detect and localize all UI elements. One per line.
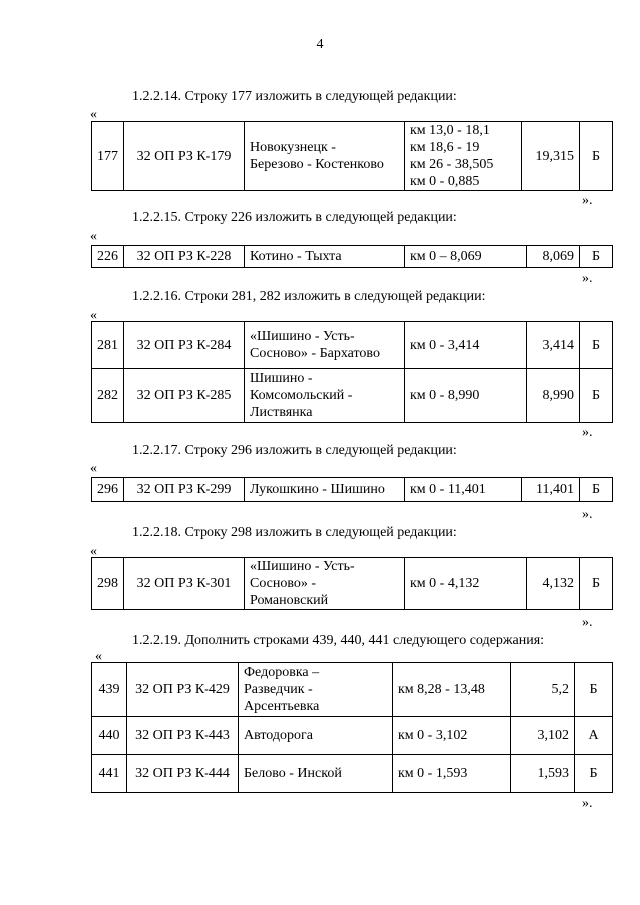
km-range: [393, 717, 511, 755]
table-row: [92, 478, 613, 502]
table-row: [92, 322, 613, 369]
close-quote: ».: [582, 271, 593, 286]
section-heading: 1.2.2.16. Строки 281, 282 изложить в следующей редакции:: [132, 289, 486, 304]
km-range: [405, 478, 522, 502]
page-number: 4: [316, 37, 324, 52]
road-name: [245, 246, 405, 268]
row-number: 441: [92, 755, 127, 793]
road-code: 32 ОП РЗ К-299: [124, 478, 245, 502]
road-table: [91, 477, 613, 502]
km-line: км 26 - 38,505: [410, 157, 494, 172]
road-category: Б: [580, 122, 613, 191]
section-heading: 1.2.2.17. Строку 296 изложить в следующей редакции:: [132, 443, 457, 458]
road-name: [245, 322, 405, 369]
close-quote: ».: [582, 425, 593, 440]
open-quote: «: [90, 107, 97, 122]
table-row: [92, 663, 613, 717]
km-line: км 0 - 1,593: [398, 766, 468, 781]
road-length: 19,315: [522, 122, 580, 191]
km-line: км 0 - 4,132: [410, 576, 480, 591]
road-category: Б: [580, 369, 613, 423]
road-name: [245, 369, 405, 423]
road-name-line: Разведчик -: [244, 682, 313, 697]
road-table: [91, 321, 613, 423]
road-name-line: Новокузнецк -: [250, 140, 336, 155]
km-line: км 0 - 8,990: [410, 388, 480, 403]
km-line: км 0 – 8,069: [410, 249, 482, 264]
table-row: [92, 246, 613, 268]
road-name-line: «Шишино - Усть-: [250, 559, 355, 574]
km-range: [405, 322, 527, 369]
road-length: 3,414: [527, 322, 580, 369]
km-line: км 0 - 11,401: [410, 482, 486, 497]
km-line: км 0 - 3,102: [398, 728, 468, 743]
table-row: [92, 122, 613, 191]
road-table: [91, 662, 613, 793]
road-category: Б: [580, 558, 613, 610]
row-number: 296: [92, 478, 124, 502]
road-length: 11,401: [522, 478, 580, 502]
road-category: А: [575, 717, 613, 755]
road-name-line: Листвянка: [250, 405, 313, 420]
row-number: 177: [92, 122, 124, 191]
road-code: 32 ОП РЗ К-443: [127, 717, 239, 755]
row-number: 298: [92, 558, 124, 610]
row-number: 226: [92, 246, 124, 268]
road-category: Б: [580, 246, 613, 268]
road-name-line: Шишино -: [250, 371, 313, 386]
km-range: [405, 122, 522, 191]
road-name-line: Арсентьевка: [244, 699, 320, 714]
open-quote: «: [90, 544, 97, 559]
road-name: [245, 558, 405, 610]
table-row: [92, 369, 613, 423]
road-name-line: Березово - Костенково: [250, 157, 384, 172]
road-name-line: Белово - Инской: [244, 766, 342, 781]
row-number: 281: [92, 322, 124, 369]
road-length: 8,990: [527, 369, 580, 423]
km-line: км 0 - 0,885: [410, 174, 480, 189]
km-range: [405, 246, 527, 268]
road-category: Б: [575, 755, 613, 793]
road-table: [91, 121, 613, 191]
km-line: км 8,28 - 13,48: [398, 682, 485, 697]
km-range: [405, 369, 527, 423]
road-table: [91, 245, 613, 268]
road-name-line: Сосново» -: [250, 576, 317, 591]
road-code: 32 ОП РЗ К-179: [124, 122, 245, 191]
row-number: 439: [92, 663, 127, 717]
close-quote: ».: [582, 796, 593, 811]
row-number: 282: [92, 369, 124, 423]
close-quote: ».: [582, 615, 593, 630]
road-name: [245, 122, 405, 191]
road-name: [239, 755, 393, 793]
road-name: [239, 717, 393, 755]
road-name-line: Котино - Тыхта: [250, 249, 342, 264]
table-row: [92, 717, 613, 755]
road-length: 8,069: [527, 246, 580, 268]
road-name-line: «Шишино - Усть-: [250, 329, 355, 344]
km-line: км 18,6 - 19: [410, 140, 480, 155]
road-length: 4,132: [527, 558, 580, 610]
road-name-line: Автодорога: [244, 728, 313, 743]
road-length: 5,2: [511, 663, 575, 717]
section-heading: 1.2.2.15. Строку 226 изложить в следующей редакции:: [132, 210, 457, 225]
road-name-line: Романовский: [250, 593, 329, 608]
close-quote: ».: [582, 193, 593, 208]
road-name-line: Комсомольский -: [250, 388, 353, 403]
km-range: [393, 663, 511, 717]
road-code: 32 ОП РЗ К-301: [124, 558, 245, 610]
close-quote: ».: [582, 507, 593, 522]
section-heading: 1.2.2.19. Дополнить строками 439, 440, 441 следующего содержания:: [132, 633, 545, 648]
road-category: Б: [580, 322, 613, 369]
km-range: [393, 755, 511, 793]
section-heading: 1.2.2.18. Строку 298 изложить в следующей редакции:: [132, 525, 457, 540]
road-length: 1,593: [511, 755, 575, 793]
open-quote: «: [95, 649, 102, 664]
road-code: 32 ОП РЗ К-284: [124, 322, 245, 369]
km-line: км 0 - 3,414: [410, 337, 480, 353]
road-code: 32 ОП РЗ К-444: [127, 755, 239, 793]
open-quote: «: [90, 461, 97, 476]
road-category: Б: [575, 663, 613, 717]
km-range: [405, 558, 527, 610]
road-code: 32 ОП РЗ К-429: [127, 663, 239, 717]
road-code: 32 ОП РЗ К-228: [124, 246, 245, 268]
road-length: 3,102: [511, 717, 575, 755]
road-table: [91, 557, 613, 610]
table-row: [92, 755, 613, 793]
km-line: км 13,0 - 18,1: [410, 123, 490, 138]
road-category: Б: [580, 478, 613, 502]
table-row: [92, 558, 613, 610]
open-quote: «: [90, 308, 97, 323]
open-quote: «: [90, 229, 97, 244]
road-code: 32 ОП РЗ К-285: [124, 369, 245, 423]
row-number: 440: [92, 717, 127, 755]
road-name: [245, 478, 405, 502]
road-name-line: Лукошкино - Шишино: [250, 482, 385, 497]
road-name-line: Федоровка –: [244, 665, 320, 680]
section-heading: 1.2.2.14. Строку 177 изложить в следующей редакции:: [132, 89, 457, 104]
road-name: [239, 663, 393, 717]
road-name-line: Сосново» - Бархатово: [250, 346, 380, 361]
